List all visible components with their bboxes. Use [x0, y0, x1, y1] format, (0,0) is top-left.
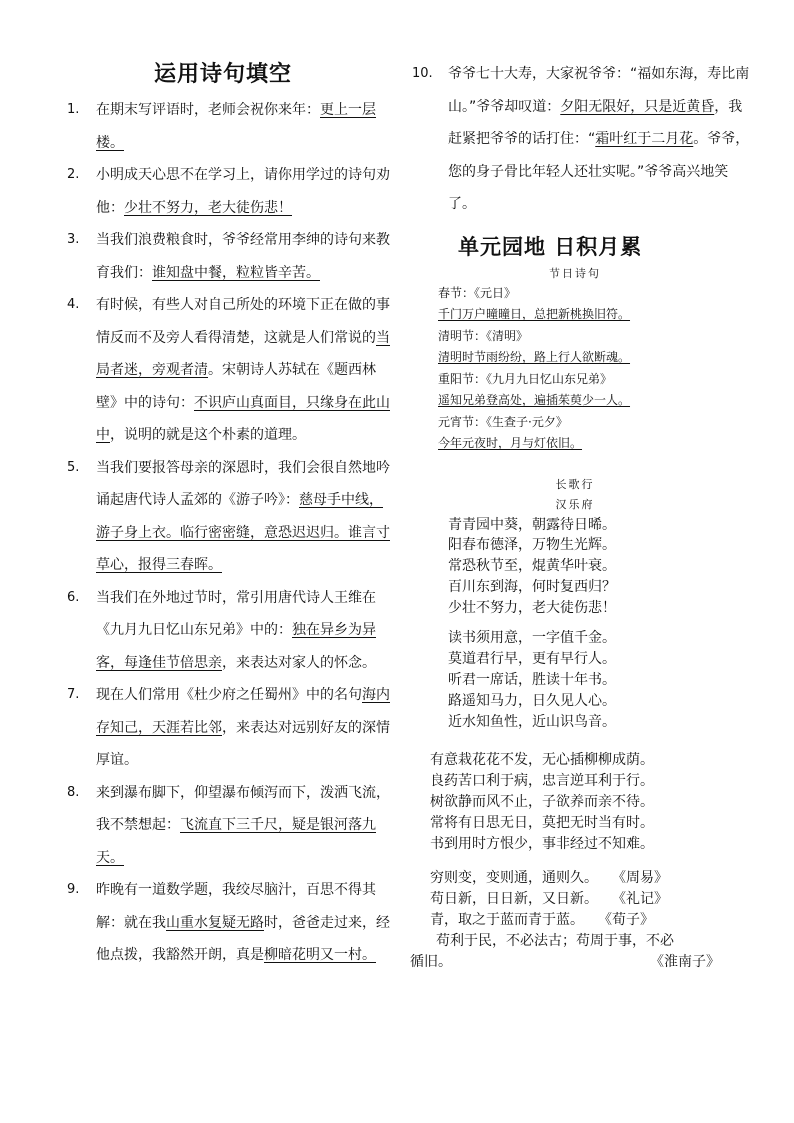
festival-answer: 清明时节雨纷纷，路上行人欲断魂。 [438, 350, 631, 364]
proverb-line: 树欲静而风不止，子欲养而亲不待。 [430, 794, 654, 811]
question-text: 昨晚有一道数学题，我绞尽脑汁，百思不得其解：就在我 [96, 882, 376, 931]
proverb-line: 书到用时方恨少，事非经过不知难。 [430, 835, 654, 852]
fill-in-list-continued [410, 58, 750, 221]
answer-text: 更上一层楼。 [96, 102, 376, 151]
question-item [58, 452, 396, 582]
question-item [58, 874, 396, 972]
poem-body [410, 515, 750, 619]
question-number: 8. [67, 784, 80, 800]
poem-line: 少壮不努力，老大徒伤悲！ [448, 599, 616, 616]
festival-answer: 遥知兄弟登高处，遍插茱萸少一人。 [438, 393, 631, 407]
question-item [58, 159, 396, 224]
question-item [58, 224, 396, 289]
answer-text: 谁知盘中餐，粒粒皆辛苦。 [152, 264, 320, 281]
answer-text: 当局者迷，旁观者清 [96, 329, 390, 379]
question-text: 爷爷七十大寿，大家祝爷爷：“福如东海，寿比南山。”爷爷却叹道： [448, 66, 750, 115]
question-text: 来到瀑布脚下，仰望瀑布倾泻而下，泼洒飞流，我不禁想起： [96, 784, 390, 834]
saying-line: 莫道君行早，更有早行人。 [448, 651, 616, 668]
proverb-line: 良药苦口利于病，忠言逆耳利于行。 [430, 773, 654, 790]
poem-title: 长歌行 [555, 477, 595, 491]
question-text: 小明成天心思不在学习上，请你用学过的诗句劝他： [96, 167, 390, 216]
fill-in-list [58, 94, 396, 972]
question-number: 1. [67, 102, 80, 118]
classic-quote-source: 《礼记》 [612, 891, 668, 908]
answer-text: 霜叶红于二月花 [595, 131, 694, 147]
question-number: 4. [67, 297, 80, 313]
saying-line: 听君一席话，胜读十年书。 [448, 672, 616, 689]
proverb-line: 有意栽花花不发，无心插柳柳成荫。 [430, 752, 654, 769]
question-number: 7. [67, 687, 80, 703]
question-number: 3. [67, 232, 80, 248]
study-sayings [410, 628, 750, 732]
classic-quote [410, 910, 750, 931]
question-text: ，来表达对家人的怀念。 [222, 654, 376, 671]
question-text: 时，爸爸走过来，经他点拨，我豁然开朗，真是 [96, 914, 390, 964]
question-text: 现在人们常用《杜少府之任蜀州》中的名句 [96, 687, 362, 704]
poem-line: 阳春布德泽，万物生光辉。 [448, 537, 616, 554]
classic-quote-source: 《周易》 [612, 870, 668, 887]
classic-quotes [410, 868, 750, 972]
question-text: 。宋朝诗人苏轼在《题西林壁》中的诗句： [96, 362, 376, 411]
festival-answer: 千门万户曈曈日，总把新桃换旧符。 [438, 307, 631, 321]
festival-answer: 今年元夜时，月与灯依旧。 [438, 436, 583, 450]
saying-line: 读书须用意，一字值千金。 [448, 630, 616, 647]
poem-line: 青青园中葵，朝露待日晞。 [448, 516, 616, 533]
saying-line: 路遥知马力，日久见人心。 [448, 692, 616, 709]
poem-line: 常恐秋节至，焜黄华叶衰。 [448, 558, 616, 575]
question-item [58, 679, 396, 777]
right-column [410, 58, 750, 972]
classic-quote [410, 889, 750, 910]
festival-label: 春节：《元日》 [438, 285, 517, 300]
proverb-line: 常将有日思无日，莫把无时当有时。 [430, 814, 654, 831]
question-number: 9. [67, 882, 80, 898]
answer-text: 海内存知己，天涯若比邻 [96, 687, 390, 736]
question-number: 6. [67, 589, 80, 605]
festival-label: 元宵节：《生查子·元夕》 [438, 414, 568, 429]
classic-quote [410, 868, 750, 889]
question-number: 10. [412, 66, 433, 81]
proverbs [410, 750, 750, 854]
classic-quote-source: 《荀子》 [598, 912, 654, 929]
answer-text: 独在异乡为异客，每逢佳节倍思亲 [96, 622, 376, 671]
festival-label: 重阳节：《九月九日忆山东兄弟》 [438, 371, 613, 386]
poem-line: 百川东到海，何时复西归？ [448, 578, 616, 595]
answer-text: 慈母手中线，游子身上衣。临行密密缝，意恐迟迟归。谁言寸草心，报得三春晖。 [96, 492, 390, 574]
question-text: 在期末写评语时，老师会祝你来年： [96, 102, 320, 119]
question-number: 5. [67, 459, 80, 475]
question-text: 当我们在外地过节时，常引用唐代诗人王维在《九月九日忆山东兄弟》中的： [96, 589, 376, 639]
answer-text: 山重水复疑无路 [166, 914, 264, 931]
festival-heading: 节日诗句 [549, 266, 601, 280]
question-text: 当我们要报答母亲的深恩时，我们会很自然地吟诵起唐代诗人孟郊的《游子吟》： [96, 459, 390, 509]
poem-author: 汉乐府 [555, 497, 595, 511]
question-item [58, 777, 396, 875]
saying-line: 近水知鱼性，近山识鸟音。 [448, 713, 616, 730]
page-title: 运用诗句填空 [154, 62, 293, 87]
classic-quote-text: 穷则变，变则通，通则久。 [430, 870, 598, 887]
answer-text: 少壮不努力，老大徒伤悲！ [124, 199, 292, 216]
unit-title: 单元园地 日积月累 [458, 234, 643, 259]
question-item [410, 58, 750, 221]
question-number: 2. [67, 167, 80, 183]
question-item [58, 289, 396, 452]
classic-quote-text: 青，取之于蓝而青于蓝。 [430, 912, 584, 929]
classic-quote-text: 苟日新，日日新，又日新。 [430, 891, 598, 908]
answer-text: 柳暗花明又一村。 [264, 947, 376, 964]
festival-poems [410, 283, 750, 455]
left-column [58, 58, 396, 972]
question-text: 有时候，有些人对自己所处的环境下正在做的事情反而不及旁人看得清楚，这就是人们常说的 [96, 297, 390, 346]
question-text: 。爷爷，您的身子骨比年轻人还壮实呢。”爷爷高兴地笑了。 [448, 131, 750, 212]
classic-quote-last-cont: 循旧。 《淮南子》 [410, 953, 720, 970]
question-item [58, 94, 396, 159]
festival-label: 清明节：《清明》 [438, 328, 529, 343]
question-text: ，说明的就是这个朴素的道理。 [110, 427, 306, 444]
question-text: 当我们浪费粮食时，爷爷经常用李绅的诗句来教育我们： [96, 232, 390, 281]
question-text: ，来表达对远别好友的深情厚谊。 [96, 719, 390, 769]
answer-text: 不识庐山真面目，只缘身在此山中 [96, 394, 390, 444]
question-item [58, 582, 396, 680]
question-text: ，我赶紧把爷爷的话打住：“ [448, 98, 743, 147]
answer-text: 飞流直下三千尺，疑是银河落九天。 [96, 817, 376, 866]
classic-quote-last: 苟利于民，不必法古；苟周于事，不必 [436, 932, 674, 949]
answer-text: 夕阳无限好，只是近黄昏 [560, 98, 715, 115]
